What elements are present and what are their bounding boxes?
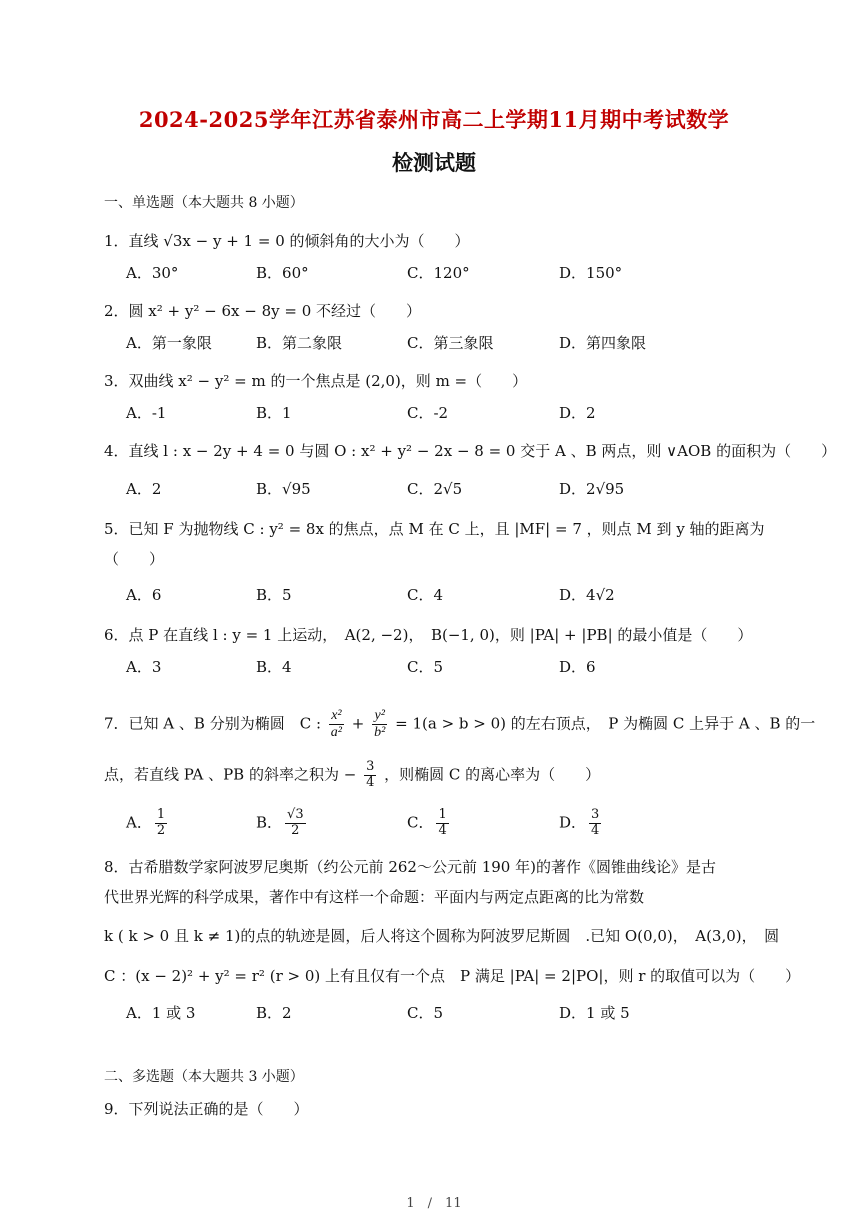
option-a: A．1 或 3 [126, 1004, 196, 1022]
slope-product-fraction: $\frac{3}{4}$ [366, 759, 375, 790]
question-8-line2: 代世界光辉的科学成果，著作中有这样一个命题：平面内与两定点距离的比为常数 [104, 888, 645, 906]
question-2: 2．圆 x² + y² − 6x − 8y = 0 不经过（ ） [104, 302, 422, 320]
option-c: C．第三象限 [407, 334, 494, 352]
question-7-part1: 7．已知 A 、B 分别为椭圆 C : [104, 714, 322, 733]
section-heading-single-choice: 一、单选题（本大题共 8 小题） [104, 195, 304, 211]
question-9: 9．下列说法正确的是（ ） [104, 1100, 309, 1118]
option-d: D．4√2 [559, 586, 615, 604]
question-7-continuation: 点，若直线 PA 、PB 的斜率之积为 − $\frac{3}{4}$ ，则椭圆 C 的离心率为（ ） [104, 759, 601, 790]
question-8: 8．古希腊数学家阿波罗尼奥斯（约公元前 262～公元前 190 年)的著作《圆锥曲线论》是古 [104, 858, 716, 876]
option-a: A． $\frac{1}{2}$ [126, 807, 166, 838]
option-b: B．60° [256, 264, 309, 282]
option-b: B． $\frac{√3}{2}$ [256, 807, 304, 838]
option-c: C．120° [407, 264, 470, 282]
option-d: D．第四象限 [559, 334, 647, 352]
document-title: 2024-2025学年江苏省泰州市高二上学期11月期中考试数学 [138, 107, 730, 132]
question-7 [104, 708, 815, 741]
ellipse-term-y: $\frac{\text{y²}}{\text{b²}}$ [374, 708, 386, 741]
question-5-continuation: （ ） [104, 550, 165, 568]
option-a: A．30° [126, 264, 179, 282]
question-4: 4．直线 l : x − 2y + 4 = 0 与圆 O : x² + y² − 2x − 8 = 0 交于 A 、B 两点，则 ∨AOB 的面积为（ ） [104, 442, 837, 460]
plus-sign: + [351, 714, 365, 733]
option-d: D．1 或 5 [559, 1004, 630, 1022]
option-b: B．1 [256, 404, 292, 422]
document-subtitle: 检测试题 [392, 150, 476, 175]
option-a: A．6 [126, 586, 162, 604]
option-b: B．2 [256, 1004, 292, 1022]
option-a: A．-1 [126, 404, 167, 422]
question-8-line3: k ( k > 0 且 k ≠ 1)的点的轨迹是圆，后人将这个圆称为阿波罗尼斯圆 .已知 O(0,0)， A(3,0)， 圆 [104, 927, 780, 945]
option-c: C．-2 [407, 404, 449, 422]
option-b: B．√95 [256, 480, 311, 498]
section-heading-multi-choice: 二、多选题（本大题共 3 小题） [104, 1069, 304, 1085]
ellipse-term-x: $\frac{\text{x²}}{\text{a²}}$ [330, 708, 342, 741]
option-d: D． $\frac{3}{4}$ [559, 807, 600, 838]
question-8-line4: C ：(x − 2)² + y² = r² (r > 0) 上有且仅有一个点 P 满足 |PA| = 2|PO|，则 r 的取值可以为（ ） [104, 967, 801, 985]
question-5: 5．已知 F 为抛物线 C : y² = 8x 的焦点，点 M 在 C 上，且 |MF| = 7 ，则点 M 到 y 轴的距离为 [104, 520, 765, 538]
option-a: A．2 [126, 480, 162, 498]
question-3: 3．双曲线 x² − y² = m 的一个焦点是 (2,0)，则 m =（ ） [104, 372, 528, 390]
option-b: B．5 [256, 586, 292, 604]
option-c: C．4 [407, 586, 444, 604]
option-c: C．5 [407, 1004, 444, 1022]
option-c: C． $\frac{1}{4}$ [407, 807, 447, 838]
option-d: D．6 [559, 658, 596, 676]
option-c: C．2√5 [407, 480, 463, 498]
option-b: B．第二象限 [256, 334, 343, 352]
option-d: D．2√95 [559, 480, 625, 498]
option-d: D．2 [559, 404, 596, 422]
question-6: 6．点 P 在直线 l : y = 1 上运动， A(2, −2)， B(−1, 0)，则 |PA| + |PB| 的最小值是（ ） [104, 626, 753, 644]
option-a: A．第一象限 [126, 334, 212, 352]
option-b: B．4 [256, 658, 292, 676]
option-c: C．5 [407, 658, 444, 676]
option-d: D．150° [559, 264, 623, 282]
question-7-part2: = 1(a > b > 0) 的左右顶点， P 为椭圆 C 上异于 A 、B 的一 [395, 714, 816, 733]
option-a: A．3 [126, 658, 162, 676]
question-1: 1．直线 √3x − y + 1 = 0 的倾斜角的大小为（ ） [104, 232, 470, 250]
page-number: 1 / 11 [406, 1196, 462, 1211]
